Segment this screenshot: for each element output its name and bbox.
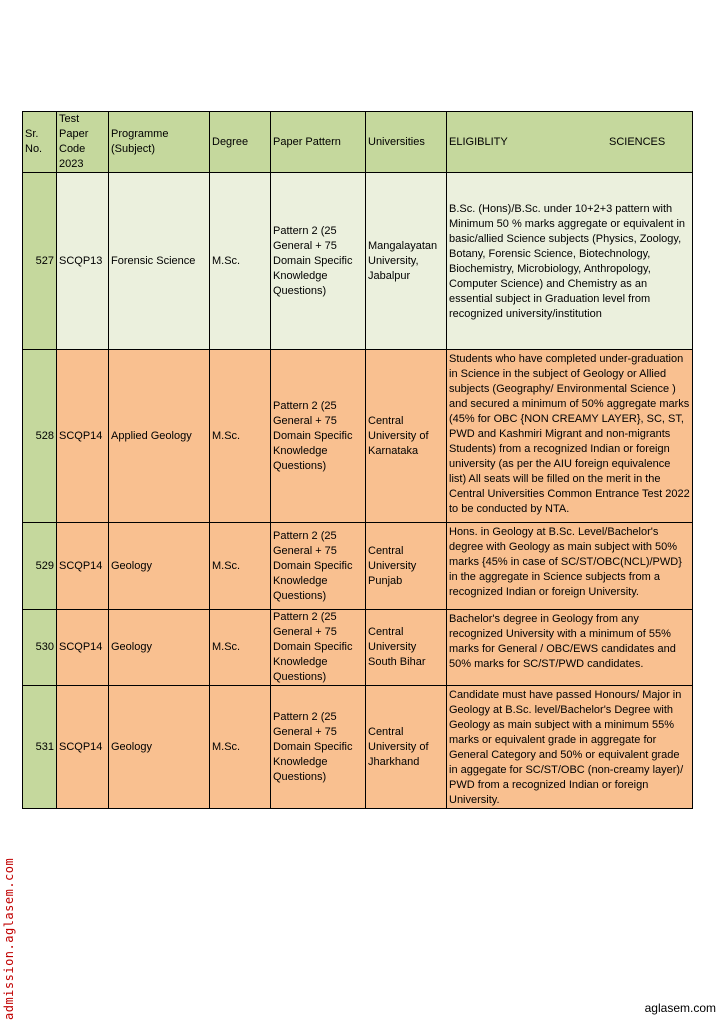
degree-cell: M.Sc.	[210, 350, 271, 523]
university-cell: Central University South Bihar	[366, 610, 447, 686]
degree-cell: M.Sc.	[210, 610, 271, 686]
university-cell: Central University of Karnataka	[366, 350, 447, 523]
code-cell: SCQP14	[57, 610, 109, 686]
eligibility-cell: Students who have completed under-graduation in Science in the subject of Geology or Allied subjects (Geography/ Environmental Science ) and secured a minimum of 50% aggregate marks (45% for OBC {NON CREAMY LAYER}, SC, ST, PWD and Kashmiri Migrant and non-migrants Students) from a recognized Indian or foreign university (as per the AIU foreign equivalence list) All seats will be filled on the merit in the Central Universities Common Entrance Test 2022 to be conducted by NTA.	[447, 350, 693, 523]
programme-cell: Geology	[109, 610, 210, 686]
table-row	[23, 686, 693, 809]
programme-cell: Applied Geology	[109, 350, 210, 523]
eligibility-cell: Candidate must have passed Honours/ Major in Geology at B.Sc. level/Bachelor's Degree with Geology as main subject with a minimum 55% marks or equivalent grade in aggregate for General Category and 50% or equivalent grade in aggegate for SC/ST/OBC (non-creamy layer)/ PWD from a recognized Indian or foreign University.	[447, 686, 693, 809]
watermark-link[interactable]: admission.aglasem.com	[2, 857, 16, 1020]
degree-cell: M.Sc.	[210, 686, 271, 809]
header-eligibility	[447, 112, 693, 173]
eligibility-cell: Hons. in Geology at B.Sc. Level/Bachelor's degree with Geology as main subject with 50% marks {45% in case of SC/ST/OBC(NCL)/PWD} in the aggregate in Science subjects from a recognized Indian or foreign University.	[447, 523, 693, 610]
pattern-cell: Pattern 2 (25 General + 75 Domain Specific Knowledge Questions)	[271, 610, 366, 686]
header-programme: Programme (Subject)	[109, 112, 210, 173]
code-cell: SCQP14	[57, 523, 109, 610]
header-eligibility-label: ELIGIBLITY	[449, 136, 508, 148]
footer-brand: aglasem.com	[644, 1001, 716, 1015]
header-paper-pattern: Paper Pattern	[271, 112, 366, 173]
header-universities: Universities	[366, 112, 447, 173]
table-row	[23, 523, 693, 610]
table-row	[23, 610, 693, 686]
sr-no-cell: 529	[23, 523, 57, 610]
eligibility-table	[22, 111, 693, 809]
sr-no-cell: 530	[23, 610, 57, 686]
code-cell: SCQP14	[57, 350, 109, 523]
table-row	[23, 350, 693, 523]
university-cell: Central University Punjab	[366, 523, 447, 610]
university-cell: Central University of Jharkhand	[366, 686, 447, 809]
header-category-label: SCIENCES	[609, 136, 666, 148]
pattern-cell: Pattern 2 (25 General + 75 Domain Specific Knowledge Questions)	[271, 350, 366, 523]
programme-cell: Forensic Science	[109, 173, 210, 350]
code-cell: SCQP13	[57, 173, 109, 350]
pattern-cell: Pattern 2 (25 General + 75 Domain Specific Knowledge Questions)	[271, 523, 366, 610]
sr-no-cell: 531	[23, 686, 57, 809]
degree-cell: M.Sc.	[210, 173, 271, 350]
programme-cell: Geology	[109, 523, 210, 610]
degree-cell: M.Sc.	[210, 523, 271, 610]
sr-no-cell: 527	[23, 173, 57, 350]
eligibility-cell: Bachelor's degree in Geology from any recognized University with a minimum of 55% marks for General / OBC/EWS candidates and 50% marks for SC/ST/PWD candidates.	[447, 610, 693, 686]
code-cell: SCQP14	[57, 686, 109, 809]
header-test-paper-code: Test Paper Code 2023	[57, 112, 109, 173]
sr-no-cell: 528	[23, 350, 57, 523]
header-row	[23, 112, 693, 173]
pattern-cell: Pattern 2 (25 General + 75 Domain Specific Knowledge Questions)	[271, 686, 366, 809]
table-row	[23, 173, 693, 350]
university-cell: Mangalayatan University, Jabalpur	[366, 173, 447, 350]
header-sr-no: Sr. No.	[23, 112, 57, 173]
eligibility-cell: B.Sc. (Hons)/B.Sc. under 10+2+3 pattern with Minimum 50 % marks aggregate or equivalent in basic/allied Science subjects (Physics, Zoology, Botany, Forensic Science, Biotechnology, Biochemistry, Microbiology, Anthropology, Computer Science) and Chemistry as an essential subject in Graduation level from recognized university/institution	[447, 173, 693, 350]
programme-cell: Geology	[109, 686, 210, 809]
header-degree: Degree	[210, 112, 271, 173]
pattern-cell: Pattern 2 (25 General + 75 Domain Specific Knowledge Questions)	[271, 173, 366, 350]
